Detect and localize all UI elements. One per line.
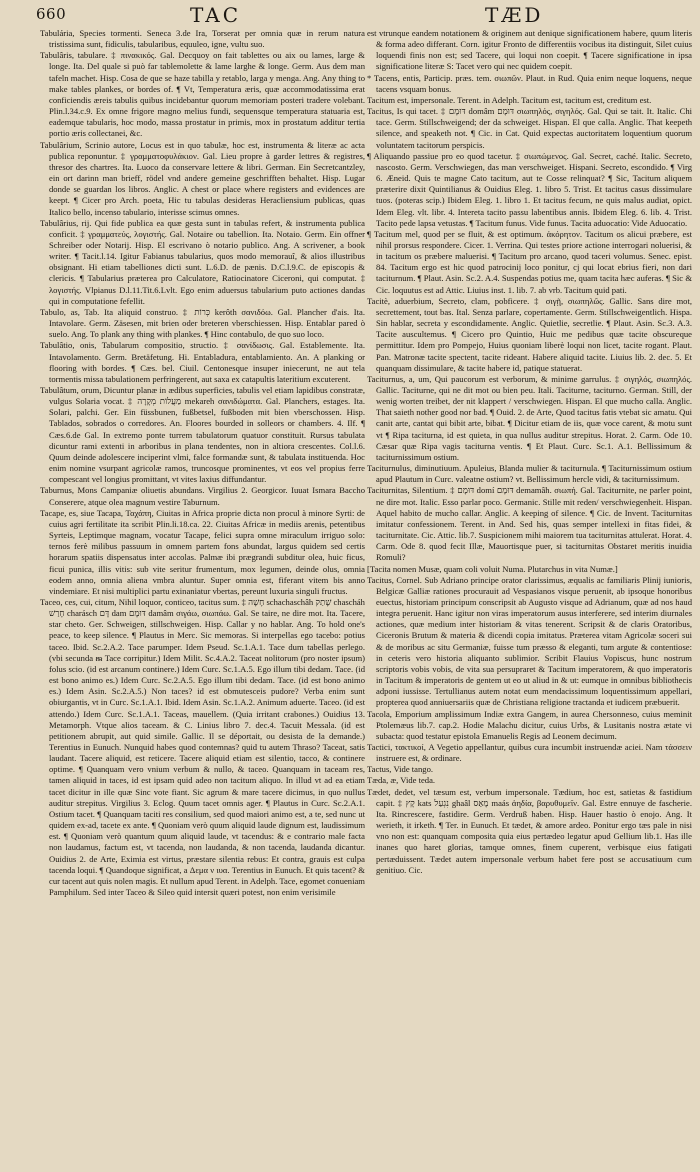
dictionary-entry: ¶ Aliquando passiue pro eo quod tacetur. ‡ σιωπώμενος. Gal. Secret, caché. Italic. Secreto, nascosto. Germ. Verschwiegen, das man verschweiget. Hispani. Secreto, escondido. ¶ Virg 6. Æneid. Quis te magne Cato tacitum, aut te Cosse relinquat? ¶ Sic, Tacitum aliquem præterire dixit Quintilianus & Ouidius Eleg. 1. libro 5. Trist. Et tacitus casus dissimulare tuos. (poteras scip.) Ibidem Eleg. 1. libro 1. Et tacitus fecum, ne quis malus audiat, opict. Idem Eleg. vlt. libr. 4. Intereta tacito passu labentibus annis. Ibidem Eleg. 6. lib. 4. Trist. Tacito pede lapsa vetustas. ¶ Tacitum funus. Vide funus. Tacita aduocatio: Vide Aduocatio. — [367, 150, 692, 228]
dictionary-entry: Tabulâtum, orum, Dicuntur planæ in ædibus superficies, tabulis vel etiam lapidibus constratæ, vulgus Solaria vocat. ‡ מַעֲלוֹת מְקָרָה mekareh σανιδώματα. Gal. Planchers, estages. Ita. Solari, palchi. Ger. Ein füssbunen, fußbetsel, fußboden mit bien vberschossen. Hisp. Tablados, sobrados o corredores. An. Floores bourded in solleors or chambers. 4. Ilf. ¶ Cæs.6.de Gal. In extremo ponte turrem tabulatorum quatuor constituit. Rursus tabulata dicuntur rami extenti in arboribus in plana tendentes, non in altiora crescentes. Col.l.6. Quum deinde adolescere inciperint vlmi, falce formandæ sunt, & tabulata instituenda. Hoc enim nomine vsurpant agricolæ ramos, truncosque prominentes, vt eos vel propius ferre compescant vel longius promittant, vt vites laxius diffundantur. — [40, 385, 365, 485]
dictionary-entry: Tacape, es, siue Tacapa, Ταχάπη, Ciuitas in Africa proprie dicta non procul à minore Syrti: de cuius agri fertilitate ita scribit Plin.li.18.ca. 22. Ciuitas Africæ in mediis arenis, petentibus Syrteis, Leptimque magnam, vocatur Tacape, felici supra omne miraculum irriguo solo: ternos ferè milibus passuum in omnem partem fons abundat, largus quidem sed certis horarum spatiis dispensatus inter accolas. Palmæ ibi prægrandi subditur olea, huic ficus, ficui punica, illis vitis: sub vite seritur frumentum, mox legumen, deinde olus, omnia eodem anno, omnia aliena vmbra aluntur. Super omnia est, fiferant vitem bis anno vindemiare. Et nisi multiplici partu exinaniatur vbertas, pereunt luxuria singuli fructus. — [40, 507, 365, 596]
left-column — [40, 28, 365, 1166]
running-head-right: TÆD — [485, 3, 544, 27]
dictionary-entry: Tabulária, Species tormenti. Seneca 3.de Ira, Torserat per omnia quæ in rerum natura tristissima sunt, fidiculis, tabularibus, equuleo, igne, vultu suo. — [40, 28, 365, 50]
dictionary-entry: Tacitus, Cornel. Sub Adriano principe orator clarissimus, æqualis ac familiaris Plinij iunioris, Belgicæ Galliæ rationes procurauit ad Vespasianos visque peruenit, ab ipsoque honoribus euectus, historiam principum conscripsit ab Augusto visque ad Adrianum, quæ ad nos haud integra peruenit. Hanc igitur non viras imperatorum ausus interferere, sed interim diurnales actiones, quæ medium inter historiam & vitas tenerent. Scripsit & de claris Oratoribus, Ciceronis Brutum & materia & dicendi copia imitatus. Præterea vitam Agricolæ soceri sui & de moribus ac situ Germaniæ, fuisse tum præsso & eleganti, tum argute & contentiose: in ceteris vero historia aliquanto sublimior. Scribit Flauius Vopiscus, hunc nostrum scriptoris vobis vobis, de vita sua persupraret & Tacitum imperatorem, & quo imperatoris in Tacitum & imperatoris de gentem ut eo ut aliud in & ut: eumque in omnibus bibliothecis adponi iussisse. Tertullianus autem notat eum mendacissimum loquentissimum appellari, propterea quod anniuersariis quæ de Christiana religione tractanda et iudicem præbuerit. — [367, 574, 692, 708]
dictionary-entry: Tacola, Emporium amplissimum Indiæ extra Gangem, in aurea Chersonneso, cuius meminit Ptolemæus lib.7. cap.2. Hodie Malachu dicitur, cuius Urbs, & Lusitanis nostra ætate vi subacta: quod testatur epistola Emanuelis Regis ad Leonem decimum. — [367, 708, 692, 741]
dictionary-entry: Taciturnus, a, um, Qui paucorum est verborum, & minime garrulus. ‡ σιγηλός, σιωπηλός. Gallic. Taciturne, qui ne dit mot ou bien peu. Itali. Taciturne, taciturno. German. Still, der wenig worten treibet, der nit klappert / verschwiegen. Hispan. El que mucho calla. Anglic. That saieth nother good nor bad. ¶ Ouid. 2. de Arte, Quod tacitus fatis vtebat sic amatu. Qui canit arte, cantat qui bibit arte, bibat. ¶ Dicitur etiam de iis, quæ voce carent, & motu sunt vt ¶ Ripa taciturna, id est quieta, in qua nullus auditur strepitus. Horat. 2. Carm. Ode 10. Cæsar quæ Ripa vagis taciturna ventis. ¶ Et Plaut. Curc. Sc.1. A.1. Bellissimum & taciturnissimum ostium. — [367, 373, 692, 462]
page-number: 660 — [36, 5, 67, 23]
dictionary-entry: Tabulo, as, Tab. Ita aliquid construo. ‡ כְּרוֹת kerôth σανιδόω. Gal. Plancher d'ais. Ita. Intavolare. Germ. Zäsesen, mit brien oder breteren vberschiessen. Hisp. Entablar pared ò suelo. Ang. To plank any thing with plankes. ¶ Hinc contabulo, de quo suo loco. — [40, 306, 365, 340]
dictionary-entry: Tacitum est, impersonale. Terent. in Adelph. Tacitum est, tacitum est, creditum est. — [367, 94, 652, 105]
dictionary-entry: Tæda, æ, Vide teda. — [367, 775, 436, 786]
dictionary-entry: Tædet, dedet, vel tæsum est, verbum impersonale. Tædium, hoc est, satietas & fastidium capit. ‡ קָץ kats נִגְעַל ghaâl מָאַס maás ἀηδία, βαρυθυμεῖν. Gal. Estre ennuye de fascherie. Ita. Rincrescere, fastidire. Germ. Verdruß haben. Hisp. Hauer hastio ò enojo. Ang. It werieth, it irketh. ¶ Ter. in Eunuch. Et tædet, & amore ardeo. Ponitur ergo tæs pale in nisi vno non est: quanquam composita quia eius pertædeo legatur apud Gellium lib.1. Has ille inanes quo haret glorias, tamque omnes, finem cuperent, verbisque eius fatigati pertæduissent. Tædet autem impersonale verbum habet fere post se accusatiuum cum genitiuo. Cic. — [367, 786, 692, 875]
dictionary-entry: Tabulârius, rij. Qui fide publica ea quæ gesta sunt in tabulas refert, & instrumenta publica conficit. ‡ γραμματεύς, λογιστής. Gal. Notaire ou tabellion. Ita. Notaio. Germ. Ein offner Schreiber oder Notarij. Hisp. El escrivano ò notario publico. Ang. A scrivener, a book writer. ¶ Tacit.l.14. Igitur Fabianus tabularius, quos modo memorauî, & alios illustribus obsignant. Hi etiam tabelliones dicti sunt. L.6.D. de pænis. D.C.l.9.C. de episcopis & clericis. ¶ Tabularius præterea pro Calculatore, Ratiocinatore Ciceroni, qui computat. ‡ λογιστής. Vlpianus D.l.11.Tit.6.Lvlt. Ego enim aduersus tabularium puto actiones dandas qui in computatione fefellit. — [40, 217, 365, 306]
dictionary-entry: Taburnus, Mons Campaniæ oliuetis abundans. Virgilius 2. Georgicor. Iuuat Ismara Baccho Conserere, atque olea magnum vestire Taburnum. — [40, 485, 365, 507]
dictionary-entry: Tactici, τακτικοί, A Vegetio appellantur, quibus cura incumbit instruendæ aciei. Nam τάσσειν instruere est, & ordinare. — [367, 742, 692, 764]
dictionary-entry: Tacitus, Is qui tacet. ‡ דּוּמָם domâm דּוּמָם σιωπηλός, σιγηλός. Gal. Qui se tait. It. Italic. Chi tace. Germ. Stillschweigend; der da schweiget. Hispan. El que calla. Anglic. That keepeth silence, and speaketh not. ¶ Cic. in Cat. Quid expectas auctoritatem loquentium quorum voluntatem tacitorum perspicis. — [367, 106, 692, 150]
dictionary-entry: Taciturnulus, diminutiuum. Apuleius, Blanda mulier & taciturnula. ¶ Taciturnissimum ostium apud Plautum in Curc. valeatne ostium? vt. Bellissimum hercle vidi, & taciturnissimum. — [367, 463, 692, 485]
dictionary-entry: Tactus, Vide tango. — [367, 764, 434, 775]
page-header — [0, 0, 700, 28]
dictionary-entry: Taceo, ces, cui, citum, Nihil loquor, conticeo, tacitus sum. ‡ חָשָׁה schachaschâh שָׁתַק chascháh חָרַשׁ charásch דָּם dam דּוּמָם damâm σιγάω, σιωπάω. Gal. Se taire, ne dire mot. Ita. Tacere, star cheto. Ger. Schweigen, stillschweigen. Hisp. Callar y no hablar. Ang. To hold one's peace, to keep silence. ¶ Plautus in Merc. Sic memoras. Si interpellas ego tacebo: potius taceo. Ibid. Sc.2.A.2. Tace parumper. Idem Pseud. Sc.1.A.1. Tace dum tabellas perlego. (vbi secunda ᵯ Tace corripitur.) Idem Milit. Sc.4.A.2. Taceat nolitorum (pro noster ipsum) folus scio. (id est arcanum continere.) Idem Curc. Sc.1.A.5. Ego illum tibi dedam. Tace. (id est bono animo es.) Idem Curc. Sc.2.A.5. Ego illum tibi dedam. Tace. (id est bono animo es.) Idem Asin. Sc.2.A.5.) Non taces? id est obmutesceis pudore? Verba enim sunt obiurgantis, vt in Curc. Sc.1.A.1. Ibid. Idem Asin. Sc.1.A.2. Animum aduerte. Taceo. (id est attendo.) Idem Curc. Sc.1.A.1. Taceas, mauellem. (Quia irritant crabones.) Ouidius 13. Metamorph. Vtque alios taceam. & C. Linius libro 7. dec.4. Tacuit Messala. (id est petitionem abrupit, aut quid simile. Gallic. Il se déportait, ou desista de la demande.) Terentius in Eunuch. Nunquid habes quod contemnas? quid tu autem Thraso? Taceat, satis laudant. Tacere aliquid, est reticere. Tacere aliquid etiam est silentio, tacco, & continere optime. ¶ Quanquam vero vnium verbum & nullo, & taceo. Quanquam in taceam res, tamen aliquid in taces, id est ipsam quid adeo non tacitum aliquo. In illud vt ad ea etiam tacet dicitur in ille quæ Sinc vote fiant. Sic agrum & mare tacere dicimus, in quo nullus auditur strepitus. Virgilius 3. Eclog. Quum tacet omnis ager. ¶ Plautus in Curc. Sc.2.A.1. Ostium tacet. ¶ Quanquam taciti res consilium, sed quod maiori animo est, a te, sed nunc ut quidem ex-ad, tacete ex ante. ¶ Quoniam verò quum aliquid laude dignum est, laudissimum est. ¶ Quoniam verò quantum quum aliquid laude, vt tacendus: & e contrario male facta non laudamus, factum est, vt tacenda, non laudanda, & non tacenda, laudanda dicantur. Ouidius 2. de Arte, Eximia est virtus, præstare silentia rebus: Et contra, grauis est culpa tacenda loqui. ¶ Quandoque significat, a Δεμα ν ιυα. Terentius in Eunuch. Et quis tacent? & cur tacent aut quis nolen magis. Et nullum apud Terent. in Adelph. Tace, egomet conueniam Pamphilum. Sed inter Taceo & Sileo quid intersit quæri potest, non enim verisimile — [40, 596, 365, 898]
dictionary-entry: Tabulârium, Scrinio autore, Locus est in quo tabulæ, hoc est, instrumenta & literæ ac acta publica reponuntur. ‡ γραμματοφυλάκιον. Gal. Lieu propre à garder lettres & registres, thresor des chartres. Ita. Luoco da conservare lettere & libri. German. Ein Secretcantzley, ein ort darinn man brieff, rödel vnd andere gemeine geschrifften behaltet. Hisp. Lugar donde se guardan los libros. Anglic. A chest or place where registers and evidences are keept. ¶ Cicer pro Arch. poeta, Hic tu tabulas desideras Heracliensium publicas, quas Italico bello, incenso tabulario, interisse scimus omnes. — [40, 139, 365, 217]
dictionary-entry: Tacitè, aduerbium, Secreto, clam, pobficere. ‡ σιγῇ, σιωπηλῶς. Gallic. Sans dire mot, secrettement, tout bas. Ital. Senza parlare, copertamente. Germ. Stillschweigentlich. Hispa. Sin hablar, secreta y escondidamente. Anglic. Quietlie, secretlie. ¶ Plaut. Asin. Sc.3. A.3. Tacite auscultemus. ¶ Cicero pro Quintio, Huic me pedibus quæ tacite obscureque permittitur. Idem pro Pompejo, Huius quoniam liberè loqui non licet, tacite rogant. Plaut. Pan. Matronæ tacite spectent, tacite rideant. Habere aliquid tacite. Liuius lib. 2. dec. 5. Et quanquam dissimulare, & tacite habere id, patique statuerat. — [367, 295, 692, 373]
dictionary-entry: Tabulâris, tabulare. ‡ πινακικός. Gal. Decquoy on fait tablettes ou aix ou lames, large & longe. Ita. Del quale si può far tablemolette & lame larghe & longe. Germ. Aus dem man tafeln machet. Hisp. Cosa de que se haze tabilla y retablo, larga y menga. Ang. Any thing to make tables plankes, or bordes of. ¶ Vt, Temperatura æris, quæ accommodatissima erat conficiendis æreis tabulis quibus incidebantur quorum memoriam posteri tradere volebant. Plin.l.34.c.9. Ex omne frigore magno melius fundi, sequensque temperatura statuaria est, eademque tabularis, hoc modo, massa prostatur in primis, mox in prostatum additur tertia portio æris collectanei, &c. — [40, 50, 365, 139]
dictionary-entry: [Tacita nomen Musæ, quam coli voluit Numa. Plutarchus in vita Numæ.] — [367, 563, 618, 574]
dictionary-entry: ¶ Tacitum mel, quod per se fluit, & est optimum. ἀκόρητον. Tacitum os alicui præbere, est nihil prorsus respondere. Cicer. 1. Verrina. Qui testes priore actione interrogari noluerisi, & in tacitum os præbere maluerisi. ¶ Tacitum pro arcano, quod taceri volumus. Senec. epist. 84. Tacitum ergo est hic quod patrocinij loco ponitur, cj qui locat ebrius fieri, non dari taciturnum. ¶ Plaut. Asin. Sc.2. A.4. Suspendas potius me, quam tacita hæc auferas. ¶ Sic & Cic. loquutus est ad Attic. Liuius inst. 1. lib. 7. ab vrb. Tacitum quid pati. — [367, 228, 692, 295]
dictionary-entry: Tabulâtio, onis, Tabularum compositio, structio. ‡ σανίδωσις. Gal. Establemente. Ita. Intavolamento. Germ. Bretäfetung. Hi. Entabladura, entablamiento. An. A planking or flooring with bordes. ¶ Cæs. bel. Ciuil. Centonesque insuper iniecerunt, ne aut tela tormentis missa tabulationem perfringerent, aut saxa ex catapultis lateritium excuterent. — [40, 340, 365, 384]
dictionary-entry: est vtrunque eandem notationem & originem aut denique significationem habere, quum literis & forma adeo differant. Corn. igitur Fronto de differentiis vocibus ita distinguit, Silet cuius loquendi finis non est; sed Tacere, qui loqui non coepit. ¶ Tacere significatione in ipsa significatione literæ S: Tacet vero qui nec quidem coepit. — [367, 28, 692, 72]
running-head-left: TAC — [190, 3, 241, 27]
right-column — [367, 28, 692, 1166]
dictionary-entry: Taciturnitas, Silentium. ‡ דּוּמָם domí דּוּמָם demamâh. σιωπή. Gal. Taciturnite, ne parler point, ne dire mot. Italic. Esso parlar poco. Germanic. Stille mit reden/ verschwiegenheit. Hispan. Aquel habito de mucho callar. Anglic. A keeping of silence. ¶ Cic. de Invent. Taciturnitas imitatur confessionem. Terent. in And. Sed his, quas semper intellexi in fitas fidei, & taciturnitate. Cic. Attic. lib.7. Suspicionem mihi maiorem tua taciturnitas attulerat. Horat. 4. Carm. Ode 8. quod fecit Illæ, Mauortisque puer, si taciturnitas Obstaret meritis inuidia Romuli? — [367, 485, 692, 563]
dictionary-entry: * Tacens, entis, Particip. præs. tem. σιωπῶν. Plaut. in Rud. Quia enim neque loquens, neque tacens vsquam bonus. — [367, 72, 692, 94]
